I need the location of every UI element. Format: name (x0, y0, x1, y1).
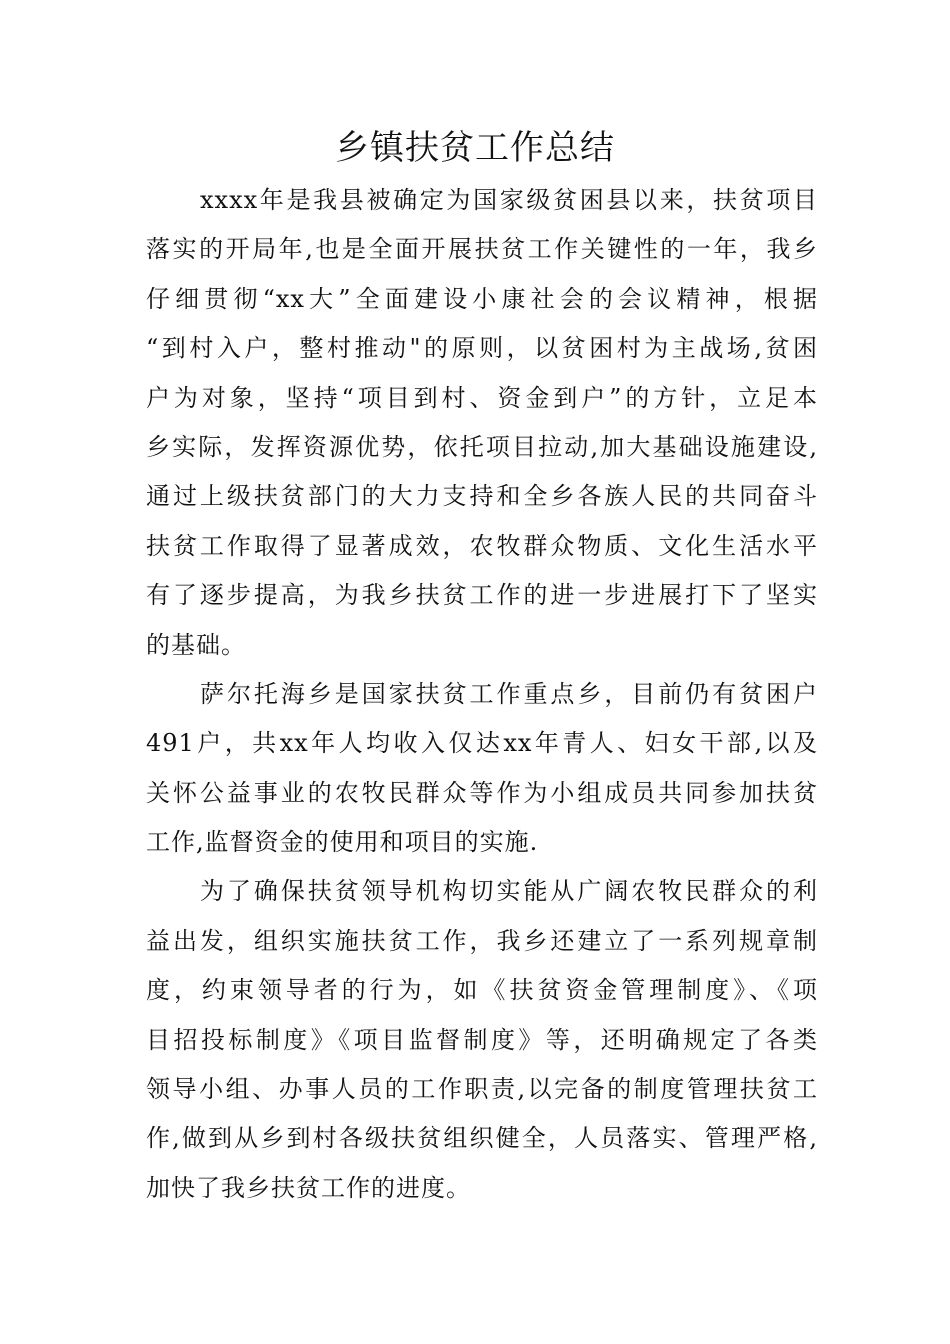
text-line: 落实的开局年,也是全面开展扶贫工作关键性的一年，我乡 (146, 235, 818, 264)
text-line: xxxx年是我县被确定为国家级贫困县以来，扶贫项目 (200, 186, 818, 214)
paragraph-3 (146, 867, 818, 1213)
text-line: 的基础。 (146, 630, 246, 659)
text-line: 萨尔托海乡是国家扶贫工作重点乡，目前仍有贫困户 (200, 679, 818, 708)
text-line: 目招投标制度》《项目监督制度》等，还明确规定了各类 (146, 1025, 818, 1054)
text-line: 益出发，组织实施扶贫工作，我乡还建立了一系列规章制 (146, 926, 818, 955)
document-body (146, 176, 818, 1213)
text-line: 领导小组、办事人员的工作职责,以完备的制度管理扶贫工 (146, 1075, 818, 1104)
document-title: 乡镇扶贫工作总结 (335, 128, 615, 168)
text-line: 度，约束领导者的行为，如《扶贫资金管理制度》、《项 (146, 976, 818, 1005)
paragraph-1 (146, 176, 818, 670)
text-line: 加快了我乡扶贫工作的进度。 (146, 1173, 471, 1202)
text-line: “到村入户，整村推动"的原则，以贫困村为主战场,贫困 (146, 334, 818, 363)
text-line: 关怀公益事业的农牧民群众等作为小组成员共同参加扶贫 (146, 778, 818, 807)
text-line: 通过上级扶贫部门的大力支持和全乡各族人民的共同奋斗 (146, 482, 818, 511)
paragraph-2 (146, 670, 818, 868)
text-line: 工作,监督资金的使用和项目的实施. (146, 828, 539, 857)
text-line: 仔细贯彻“xx大”全面建设小康社会的会议精神，根据 (146, 284, 818, 313)
text-line: 491户，共xx年人均收入仅达xx年青人、妇女干部,以及 (146, 729, 818, 758)
text-line: 户为对象，坚持“项目到村、资金到户”的方针，立足本 (146, 383, 818, 412)
text-line: 乡实际，发挥资源优势，依托项目拉动,加大基础设施建设, (146, 432, 818, 461)
text-line: 为了确保扶贫领导机构切实能从广阔农牧民群众的利 (200, 877, 818, 906)
text-line: 有了逐步提高，为我乡扶贫工作的进一步进展打下了坚实 (146, 581, 818, 610)
text-line: 作,做到从乡到村各级扶贫组织健全，人员落实、管理严格, (146, 1124, 818, 1153)
text-line: 扶贫工作取得了显著成效，农牧群众物质、文化生活水平 (146, 531, 818, 560)
